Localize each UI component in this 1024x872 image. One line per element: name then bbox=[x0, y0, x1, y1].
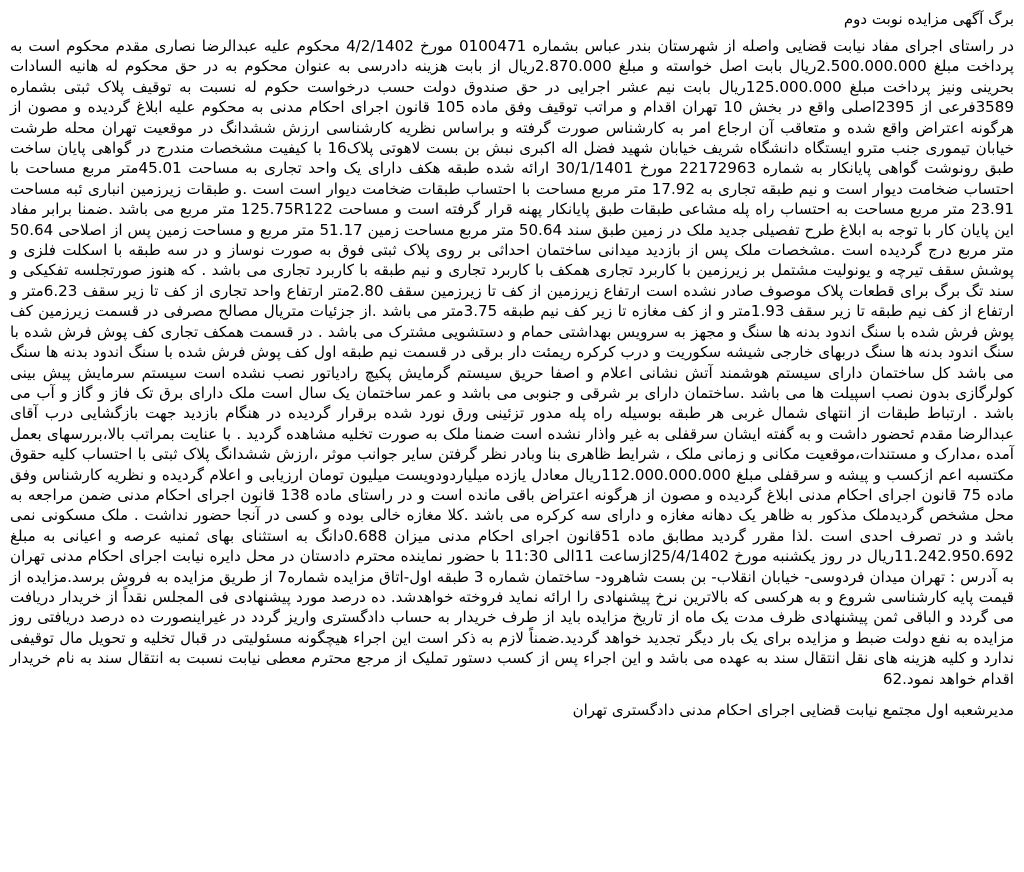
notice-title: برگ آگهی مزایده نوبت دوم bbox=[843, 10, 1014, 28]
notice-signature: مدیرشعبه اول مجتمع نیابت قضایی اجرای احکام مدنی دادگستری تهران bbox=[572, 701, 1014, 719]
notice-body: در راستای اجرای مفاد نیابت قضایی واصله از شهرستان بندر عباس بشماره 0100471 مورخ 4/2/1402 محکوم علیه عبدالرضا نصاری مقدم محکوم است به پرداخت مبلغ 2.500.000.000ریال بابت اصل خواسته و مبلغ 2.870.000ریال از بابت هزینه دادرسی به عنوان محکوم به در حق محکوم له هانیه السادات بحرینی ونیز پرداخت مبلغ 125.000.000ریال بابت نیم عشر اجرایی در حق صندوق دولت حسب درخواست حکوم له نسبت به توقیف پلاک ثبتی بشماره 3589فرعی از 2395اصلی واقع در بخش 10 تهران اقدام و مراتب توقیف وفق ماده 105 قانون اجرای احکام مدنی به محکوم علیه ابلاغ گردیده و مصون از هرگونه اعتراض واقع شده و متعاقب آن ارجاع امر به کارشناس صورت گرفته و براساس نظریه کارشناسی ارزش ششدانگ در موقعیت تهران محله طرشت خیابان تیموری جنب مترو ایستگاه دانشگاه شریف خیابان شهید فضل اله اکبری نبش بن بست لاهوتی پلاک16 با کیفیت مشخصات مندرج در گواهی پایان ساخت طبق رونوشت گواهی پایانکار به شماره 22172963 مورخ 30/1/1401 ارائه شده طبقه هکف دارای یک واحد تجاری به مساحت 45.01متر مربع مساحت با احتساب ضخامت دیوار است و نیم طبقه تجاری به 17.92 متر مربع مساحت با احتساب طبقات ضخامت دیوار است است .و طبقات زیرزمین انباری ئبه مساحت 23.91 متر مربع مساحت به احتساب راه پله مشاعی طبقات طبق پایانکار پهنه قرار گرفته است و مساحت 125.75R122 متر مربع می باشد .ضمنا برابر مفاد این پایان کار با توجه به ابلاغ طرح تفصیلی جدید ملک در زمین طبق سند 50.64 متر مربع مساحت زمین 51.17 متر مربع و مساحت زمین پس از اصلاحی 50.64 متر مربع درج گردیده است .مشخصات ملک پس از بازدید میدانی ساختمان احداثی بر روی پلاک ثبتی فوق به صورت نوساز و در سه طبقه با اسکلت فلزی و پوشش سقف تیرچه و یونولیت مشتمل بر زیرزمین با کاربرد تجاری همکف با کاربرد تجاری و نیم طبقه با کاربرد تجاری می باشد . که هنوز صورتجلسه تفکیکی و سند تگ برگ برای قطعات پلاک موصوف صادر نشده است ارتفاع زیرزمین از کف تا زیرزمین سقف 2.80متر ارتفاع واحد تجاری از کف تا زیر سقف 6.23متر و ارتفاع از کف نیم طبقه تا زیر سقف 1.93متر و از کف مغازه تا زیر کف نیم طبقه 3.75متر می باشد .از جزئیات متریال مصالح مصرفی در قسمت زیرزمین کف پوش فرش شده با سنگ اندود بدنه ها سنگ و مجهز به سرویس بهداشتی حمام و دستشویی مشترک می باشد . در قسمت همکف تجاری کف پوش فرش شده با سنگ اندود بدنه ها سنگ دربهای خارجی شیشه سکوریت و درب کرکره ریمئت دار برقی در قسمت نیم طبقه اول کف پوش فرش شده با سنگ اندود بدنه ها سنگ می باشد کل ساختمان دارای سیستم هوشمند آتش نشانی اعلام و اصفا حریق سیستم گرمایش پکیچ رادیاتور نصب نشده است سیستم سرمایش پیش بینی کولرگازی بدون نصب اسپیلت ها می باشد .ساختمان دارای بر شرقی و جنوبی می باشد و عمر ساختمان یک سال است ملک دارای برق تک فاز و گاز و آب می باشد . ارتباط طبقات از انتهای شمال غربی هر طبقه بوسیله راه پله مدور تزئینی ورق نورد شده برقرار گردیده در هنگام بازدید جهت بازگشایی درب آقای عبدالرضا مقدم ئحضور داشت و به گفته ایشان سرقفلی به غیر واذار نشده است ضمنا ملک به صورت تخلیه مشاهده گردید . با عنایت بمراتب بالا،بررسهای بعمل آمده ،مدارک و مستندات،موقعیت مکانی و زمانی ملک ، شرایط ظاهری بنا وبادر نظر گرفتن سایر جوانب موثر ،ارزش ششدانگ پلاک ثبتی با احتساب کلیه حقوق مکتسبه اعم ازکسب و پیشه و سرقفلی مبلغ 112.000.000.000ریال معادل یازده میلیاردودویست میلیون تومان ارزیابی و اعلام گردیده و نظریه کارشناس وفق ماده 75 قانون اجرای احکام مدنی ابلاغ گردیده و مصون از هرگونه اعتراض باقی مانده است و در راستای ماده 138 قانون اجرای احکام مدنی ضمن مراجعه به محل مشخص گردیدملک مذکور به ظاهر یک دهانه مغازه و دارای سه کرکره می باشد .کلا مغازه خالی بوده و کسی در آنجا حضور نداشت . ملک مسکونی نمی باشد و در تصرف احدی است .لذا مقرر گردید مطابق ماده 51قانون اجرای احکام مدنی میزان 0.688دانگ به استثنای بهای ثمنیه عرصه و اعیانی به مبلغ 11.242.950.692ریال در روز یکشنبه مورخ 25/4/1402ازساعت 11الی 11:30 با حضور نماینده محترم دادستان در محل دایره نیابت اجرای احکام مدنی تهران به آدرس : تهران میدان فردوسی- خیابان انقلاب- بن بست شاهرود- ساختمان شماره 3 طبقه اول-اتاق مزایده شماره7 از طریق مزایده به فروش برسد.مزایده از قیمت پایه کارشناسی شروع و به هرکسی که بالاترین نرخ پیشنهادی را ارائه نماید فروخته خواهدشد. ده درصد مورد پیشنهادی فی المجلس نقداً از خریدار دریافت می گردد و الباقی ثمن پیشنهادی ظرف مدت یک ماه از تاریخ مزایده باید از طرف خریدار به حساب دادگستری واریز گردد در غیراینصورت ده درصد دریافتی روز مزایده به نفع دولت ضبط و مزایده برای یک بار دیگر تجدید خواهد گردید.ضمناً لازم به ذکر است این اجراء هیچگونه مسئولیتی در قبال تخلیه و تحویل مال توقیفی ندارد و کلیه هزینه های نقل انتقال سند به عهده می باشد و این اجراء پس از کسب دستور تملیک از مرجع محترم معطی نیابت نسبت به انتقال سند به نام خریدار اقدام خواهد نمود.62 bbox=[10, 37, 1015, 688]
